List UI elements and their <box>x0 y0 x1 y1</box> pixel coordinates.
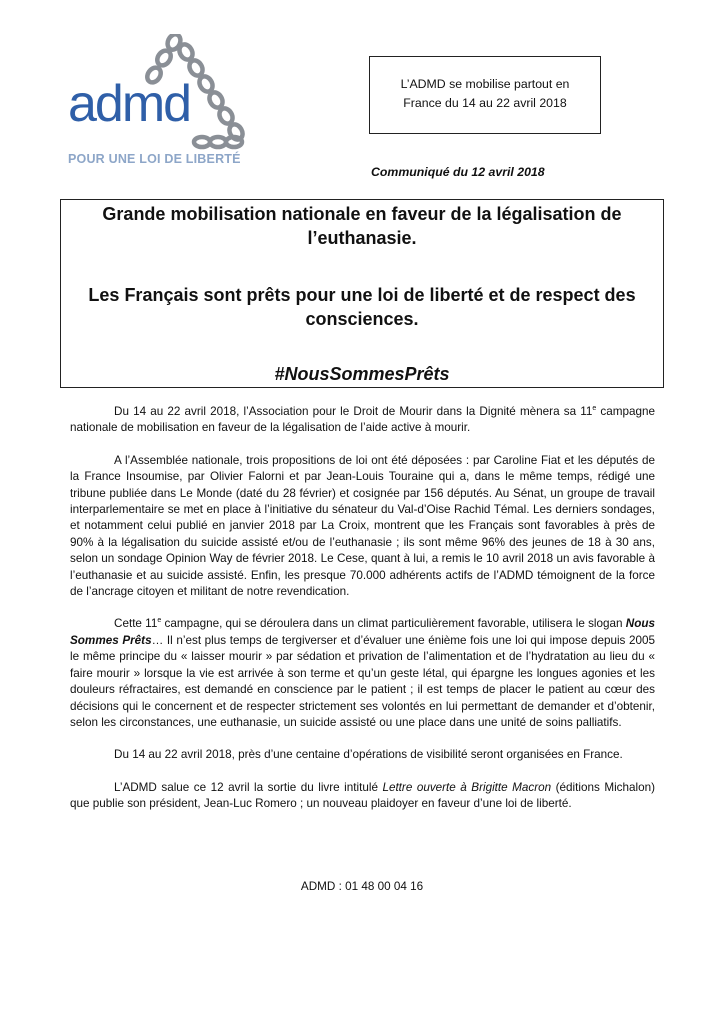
mobilisation-line-2: France du 14 au 22 avril 2018 <box>403 96 567 110</box>
paragraph-5 <box>70 780 655 813</box>
press-release-body <box>70 404 655 813</box>
book-title: Lettre ouverte à Brigitte Macron <box>382 780 552 794</box>
footer-contact: ADMD : 01 48 00 04 16 <box>300 880 424 893</box>
p1-text-a: Du 14 au 22 avril 2018, l’Association pour le Droit de Mourir dans la Dignité mènera sa 11 <box>114 405 593 418</box>
mobilisation-box <box>369 56 601 134</box>
subheadline: Les Français sont prêts pour une loi de liberté et de respect des consciences. <box>88 285 636 329</box>
slogan: Nous Sommes Prêts <box>70 617 655 647</box>
admd-logo <box>66 34 266 168</box>
p3-superscript: e <box>157 617 162 625</box>
p5-text-b: (éditions Michalon) que publie son président, Jean-Luc Romero ; un nouveau plaidoyer en faveur d’une loi de liberté. <box>70 780 655 811</box>
hashtag: #NousSommesPrêts <box>274 364 450 384</box>
p3-text-c: … Il n’est plus temps de tergiverser et d’évaluer une énième fois une loi qui impose depuis 2005 le même principe du « laisser mourir » par sédation et privation de l’alimentation et de l’hydratation au lieu du « faire mourir » lorsque la vie est arrivée à son terme et qu’un geste létal, qui épargne les longues agonies et les douleurs réfractaires, est demandé en conscience par le patient ; il est temps de placer le patient au cœur des décisions qui le concernent et de respecter strictement ses volontés en lui permettant de demander et d’obtenir, selon les circonstances, une euthanasie, un suicide assisté ou une place dans une unité de soins palliatifs. <box>70 633 656 729</box>
title-box <box>60 199 664 388</box>
mobilisation-line-1: L’ADMD se mobilise partout en <box>400 77 570 91</box>
paragraph-4: Du 14 au 22 avril 2018, près d’une centaine d’opérations de visibilité seront organisées en France. <box>114 748 623 762</box>
logo-wordmark: admd <box>68 75 191 133</box>
p1-superscript: e <box>592 405 597 413</box>
paragraph-1 <box>70 404 655 437</box>
paragraph-3 <box>70 616 655 731</box>
p3-text-a: Cette 11 <box>114 617 158 631</box>
paragraph-2: A l’Assemblée nationale, trois propositions de loi ont été déposées : par Caroline Fiat et les députés de la France Insoumise, par Olivier Falorni et par Jean-Louis Touraine qui a, dans le même temps, rédigé une tribune publiée dans Le Monde (daté du 28 février) et cosignée par 156 députés. Au Sénat, un groupe de travail interparlementaire se met en place à l’initiative du sénateur du Val-d’Oise Rachid Témal. Les derniers sondages, et notamment celui publié en janvier 2018 par La Croix, montrent que les Français sont favorables à près de 90% à la légalisation du suicide assisté et/ou de l’euthanasie ; ils sont même 96% des jeunes de 18 à 30 ans, selon un sondage Opinion Way de février 2018. Le Cese, quant à lui, a remis le 10 avril 2018 un avis favorable à l’euthanasie et au suicide assisté. Enfin, les presque 70.000 adhérents actifs de l’ADMD témoignent de la force de l’ancrage citoyen et militant de notre revendication. <box>70 453 655 599</box>
p5-text-a: L’ADMD salue ce 12 avril la sortie du livre intitulé <box>114 780 383 794</box>
p3-text-b: campagne, qui se déroulera dans un climat particulièrement favorable, utilisera le slogan <box>161 617 626 631</box>
logo-tagline: POUR UNE LOI DE LIBERTÉ <box>68 152 241 166</box>
headline: Grande mobilisation nationale en faveur de la légalisation de l’euthanasie. <box>102 204 622 248</box>
communique-date: Communiqué du 12 avril 2018 <box>371 165 545 179</box>
p1-text-b: campagne nationale de mobilisation en faveur de la légalisation de l’aide active à mourir. <box>70 405 655 435</box>
